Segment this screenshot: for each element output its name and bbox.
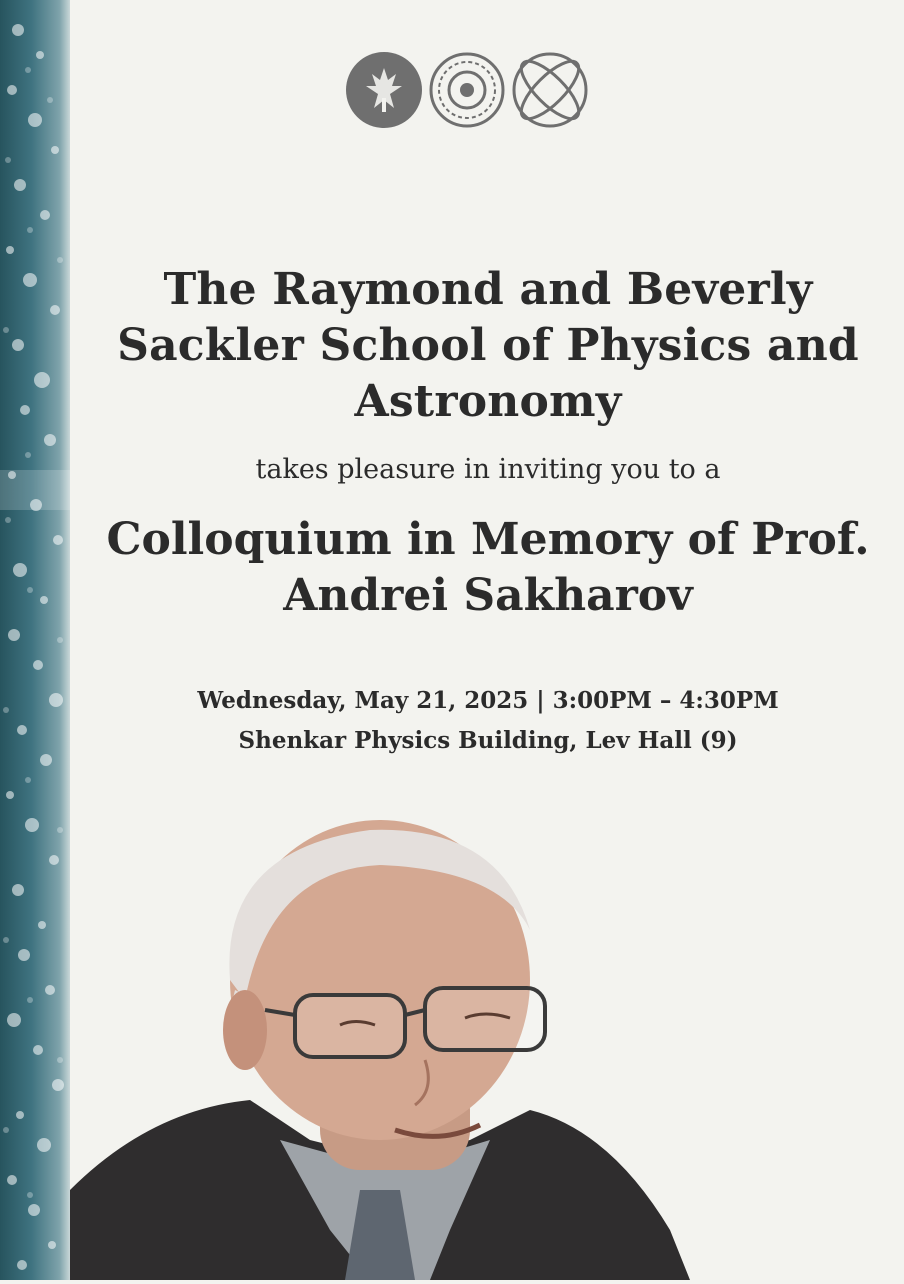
- logo-row: [344, 50, 594, 130]
- school-name-heading: The Raymond and Beverly Sackler School of Physics and Astronomy: [117, 264, 859, 427]
- physics-circle-logo: [431, 54, 503, 126]
- invitation-line: takes pleasure in inviting you to a: [255, 454, 721, 485]
- event-venue: Shenkar Physics Building, Lev Hall (9): [238, 727, 738, 754]
- event-title: Colloquium in Memory of Prof. Andrei Sakharov: [106, 514, 870, 621]
- tel-aviv-university-logo: [346, 52, 422, 128]
- atom-logo: [513, 53, 587, 127]
- portrait-photo: [70, 810, 710, 1280]
- event-date-time: Wednesday, May 21, 2025 | 3:00PM – 4:30PM: [197, 687, 779, 714]
- decorative-molecule-strip: [0, 0, 70, 1280]
